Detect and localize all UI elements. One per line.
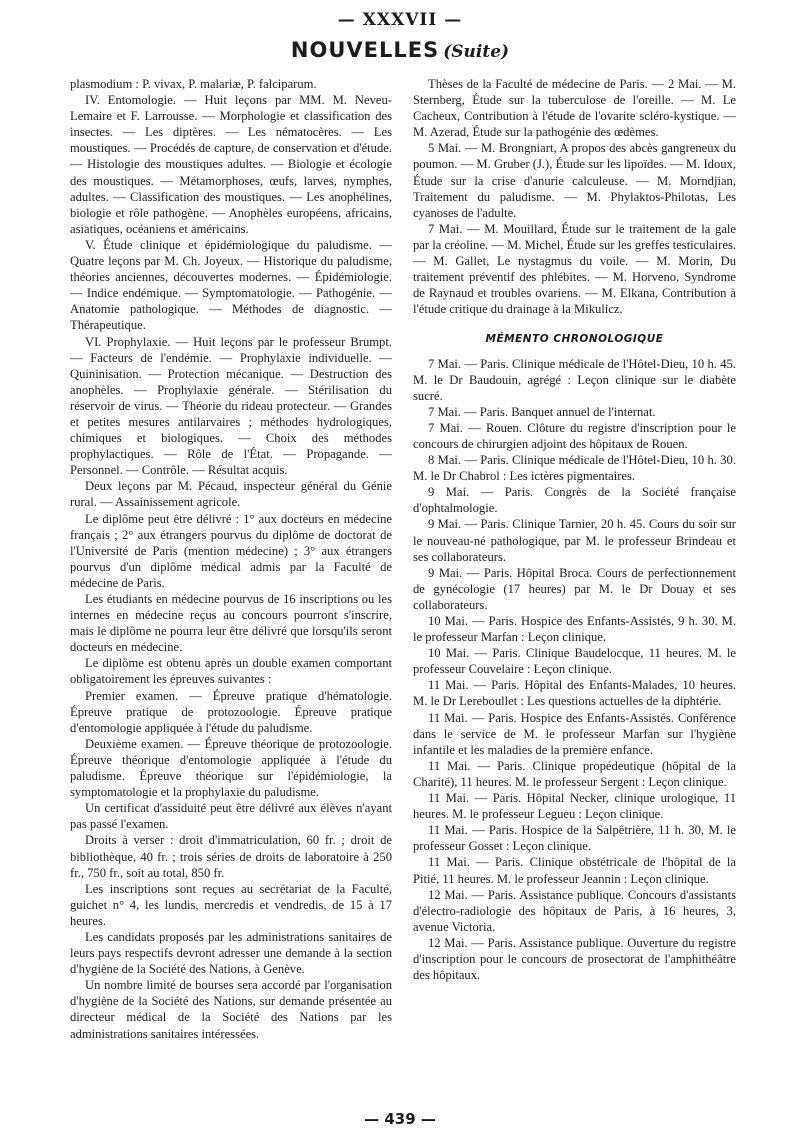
paragraph: VI. Prophylaxie. — Huit leçons par le professeur Brumpt. — Facteurs de l'endémie. — Prophylaxie individuelle. — Quininisation. — Protection mécanique. — Destruction des anophèles. — Prophylaxie générale. — Stérilisation du réservoir de virus. — Théorie du rideau protecteur. — Grandes et petites mesures antilarvaires ; méthodes hydrologiques, chimiques et biologiques. — Choix des méthodes prophylactiques. — Rôle de l'État. — Propagande. — Personnel. — Contrôle. — Résultat acquis. <box>70 334 392 478</box>
memento-entry: 11 Mai. — Paris. Hospice de la Salpêtrière, 11 h. 30, M. le professeur Gosset : Leçon clinique. <box>413 823 736 854</box>
memento-entry: 11 Mai. — Paris. Clinique obstétricale de l'hôpital de la Pitié, 11 heures. M. le professeur Jeannin : Leçon clinique. <box>413 855 736 886</box>
paragraph: Droits à verser : droit d'immatriculation, 60 fr. ; droit de bibliothèque, 40 fr. ; trois séries de droits de laboratoire à 250 fr., 750 fr., soit au total, 850 fr. <box>70 833 392 880</box>
paragraph: Un nombre limité de bourses sera accordé par l'organisation d'hygiène de la Société des Nations, sur demande présentée au directeur médical de la Société des Nations par les administrations sanitaires intéressées. <box>70 978 392 1041</box>
theses-list <box>413 76 736 317</box>
page-title <box>0 38 800 62</box>
paragraph: Deuxième examen. — Épreuve théorique de protozoologie. Épreuve théorique d'entomologie appliquée à l'étude du paludisme. Épreuve théorique sur l'épidémiologie, la symptomatologie et la prophylaxie du paludisme. <box>70 736 392 800</box>
memento-entry: 7 Mai. — Rouen. Clôture du registre d'inscription pour le concours de chirurgien adjoint des hôpitaux de Rouen. <box>413 420 736 451</box>
memento-entry: 12 Mai. — Paris. Assistance publique. Concours d'assistants d'électro-radiologie des hôpitaux de Paris, à 16 heures, 3, avenue Victoria. <box>413 887 736 934</box>
memento-entry: 12 Mai. — Paris. Assistance publique. Ouverture du registre d'inscription pour le concours de prosectorat de l'amphithéâtre des hôpitaux. <box>413 935 736 983</box>
paragraph: Un certificat d'assiduité peut être délivré aux élèves n'ayant pas passé l'examen. <box>70 801 392 832</box>
memento-entry: 9 Mai. — Paris. Hôpital Broca. Cours de perfectionnement de gynécologie (17 heures) par M. le Dr Douay et ses collaborateurs. <box>413 565 736 612</box>
paragraph: Le diplôme peut être délivré : 1° aux docteurs en médecine français ; 2° aux étrangers pourvus du diplôme de doctorat de l'Université de Paris (mention médecine) ; 3° aux étrangers pourvus d'un diplôme médical admis par la Faculté de médecine de Paris. <box>70 511 392 590</box>
paragraph: Les inscriptions sont reçues au secrétariat de la Faculté, guichet n° 4, les lundis, mercredis et vendredis, de 15 à 17 heures. <box>70 881 392 928</box>
memento-entry: 11 Mai. — Paris. Clinique propédeutique (hôpital de la Charité), 11 heures. M. le professeur Sergent : Leçon clinique. <box>413 758 736 789</box>
memento-entry: 7 Mai. — Paris. Clinique médicale de l'Hôtel-Dieu, 10 h. 45. M. le Dr Baudouin, agrégé : Leçon clinique sur le diabète sucré. <box>413 356 736 403</box>
memento-entry: 9 Mai. — Paris. Congrès de la Société française d'ophtalmologie. <box>413 485 736 516</box>
memento-entry: 10 Mai. — Paris. Hospice des Enfants-Assistés, 9 h. 30. M. le professeur Marfan : Leçon clinique. <box>413 614 736 645</box>
memento-entry: 11 Mai. — Paris. Hospice des Enfants-Assistés. Conférence dans le service de M. le professeur Marfan sur l'hygiène infantile et les maladies de la première enfance. <box>413 710 736 757</box>
paragraph: V. Étude clinique et épidémiologique du paludisme. — Quatre leçons par M. Ch. Joyeux. — Historique du paludisme, théories anciennes, découvertes modernes. — Épidémiologie. — Indice endémique. — Symptomatologie. — Pathogénie. — Anatomie pathologique. — Méthodes de diagnostic. — Thérapeutique. <box>70 237 392 333</box>
memento-entry: 7 Mai. — Paris. Banquet annuel de l'internat. <box>428 404 656 419</box>
paragraph: Premier examen. — Épreuve pratique d'hématologie. Épreuve pratique de protozoologie. Épreuve pratique d'entomologie appliquée à l'étude du paludisme. <box>70 688 392 735</box>
memento-list <box>413 356 736 984</box>
paragraph: Les étudiants en médecine pourvus de 16 inscriptions ou les internes en médecine reçus au concours pourront s'inscrire, mais le diplôme ne pourra leur être délivré que lorsqu'ils seront docteurs en médecine. <box>70 592 392 655</box>
paragraph: Deux leçons par M. Pécaud, inspecteur général du Génie rural. — Assainissement agricole. <box>70 479 392 510</box>
memento-entry: 11 Mai. — Paris. Hôpital Necker, clinique urologique, 11 heures. M. le professeur Legueu : Leçon clinique. <box>413 791 736 822</box>
memento-heading: MÉMENTO CHRONOLOGIQUE <box>485 333 664 346</box>
memento-entry: 10 Mai. — Paris. Clinique Baudelocque, 11 heures. M. le professeur Couvelaire : Leçon clinique. <box>413 646 736 677</box>
section-subtitle: (Suite) <box>443 42 510 62</box>
section-title: NOUVELLES <box>290 38 440 62</box>
paragraph: 5 Mai. — M. Brongniart, A propos des abcès gangreneux du poumon. — M. Gruber (J.), Étude sur les lipoïdes. — M. Idoux, Étude sur la crise d'anurie calculeuse. — M. Morndjian, Traitement du paludisme. — M. Phylaktos-Philotas, Les cyanoses de l'adulte. <box>413 141 736 220</box>
left-column <box>70 76 392 1042</box>
paragraph: Les candidats proposés par les administrations sanitaires de leurs pays respectifs devront adresser une demande à la section d'hygiène de la Société des Nations, à Genève. <box>70 929 392 977</box>
right-column <box>413 76 736 983</box>
paragraph: Le diplôme est obtenu après un double examen comportant obligatoirement les épreuves suivantes : <box>70 656 392 687</box>
memento-entry: 9 Mai. — Paris. Clinique Tarnier, 20 h. 45. Cours du soir sur le nouveau-né pathologique, par M. le professeur Brindeau et ses collaborateurs. <box>413 517 736 564</box>
paragraph: Thèses de la Faculté de médecine de Paris. — 2 Mai. — M. Sternberg, Étude sur la tuberculose de l'oreille. — M. Le Cacheux, Contribution à l'étude de l'ovarite scléro-kystique. — M. Azerad, Étude sur la pathogénie des œdèmes. <box>413 77 736 140</box>
page-number: — 439 — <box>364 1110 436 1128</box>
memento-entry: 11 Mai. — Paris. Hôpital des Enfants-Malades, 10 heures. M. le Dr Lereboullet : Les questions actuelles de la diphtérie. <box>413 678 736 709</box>
paragraph: IV. Entomologie. — Huit leçons par MM. M. Neveu-Lemaire et F. Larrousse. — Morphologie et classification des insectes. — Les diptères. — Les nématocères. — Les moustiques. — Procédés de capture, de conservation et d'étude. — Histologie des moustiques adultes. — Biologie et écologie des moustiques. — Métamorphoses, œufs, larves, nymphes, adultes. — Classification des moustiques. — Les anophélines, biologie et rôle pathogène. — Anophèles européens, africains, asiatiques, océaniens et américains. <box>70 93 392 236</box>
page-roman-numeral: — XXXVII — <box>337 10 463 30</box>
memento-entry: 8 Mai. — Paris. Clinique médicale de l'Hôtel-Dieu, 10 h. 30. M. le Dr Chabrol : Les ictères pigmentaires. <box>413 453 736 484</box>
paragraph: 7 Mai. — M. Mouillard, Étude sur le traitement de la gale par la créoline. — M. Michel, Étude sur les greffes testiculaires. — M. Gallet, Le nystagmus du voile. — M. Morin, Du traitement préventif des phlébites. — M. Horveno, Syndrome de Raynaud et troubles ovariens. — M. Elkana, Contribution à l'étude critique du drainage à la Mikulicz. <box>413 221 736 317</box>
paragraph: plasmodium : P. vivax, P. malariæ, P. falciparum. <box>70 77 317 91</box>
